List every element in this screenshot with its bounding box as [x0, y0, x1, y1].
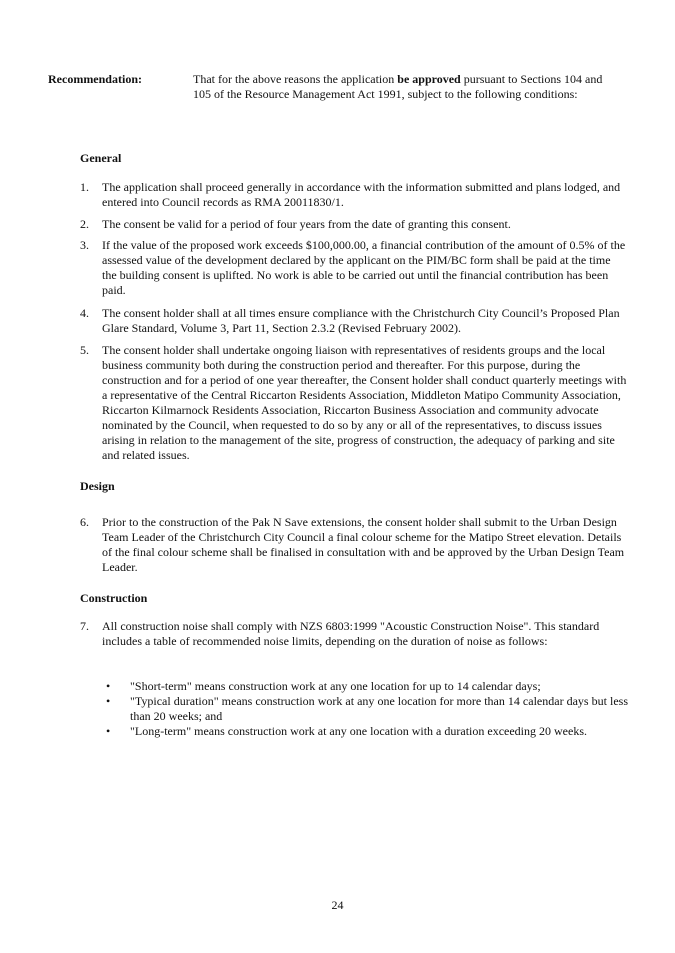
section-heading-design: Design [80, 479, 115, 493]
condition-number: 4. [80, 306, 89, 320]
condition-text: If the value of the proposed work exceeds $100,000.00, a financial contribution of the amount of 0.5% of the assessed value of the development declared by the applicant on the PIM/BC form shall be paid at the time the building consent is uplifted. No work is able to be carried out until the financial contribution has been paid. [102, 238, 626, 297]
recommendation-text-bold: be approved [397, 72, 461, 86]
condition-text: All construction noise shall comply with NZS 6803:1999 "Acoustic Construction Noise". This standard includes a table of recommended noise limits, depending on the duration of noise as follows: [102, 619, 600, 648]
list-item-text: "Typical duration" means construction work at any one location for more than 14 calendar days but less than 20 weeks; and [130, 694, 628, 723]
bullet-icon: • [106, 724, 111, 738]
list-item-text: "Long-term" means construction work at any one location with a duration exceeding 20 weeks. [130, 724, 587, 738]
condition-text: The consent holder shall undertake ongoing liaison with representatives of residents groups and the local business community both during the construction period and thereafter. For this purpose, during the construction and for a period of one year thereafter, the Consent holder shall conduct quarterly meetings with a representative of the Central Riccarton Residents Association, Middleton Matipo Community Association, Riccarton Kilmarnock Residents Association, Riccarton Business Association and community advocate nominated by the Council, when requested to do so by any or all of the representatives, to discuss issues arising in relation to the management of the site, progress of construction, the adequacy of parking and site and related issues. [102, 343, 627, 462]
section-heading-construction: Construction [80, 591, 148, 605]
bullet-icon: • [106, 694, 111, 708]
condition-number: 3. [80, 238, 89, 252]
condition-number: 1. [80, 180, 89, 194]
section-heading-general: General [80, 151, 122, 165]
recommendation-label: Recommendation: [48, 72, 142, 86]
bullet-icon: • [106, 679, 111, 693]
condition-number: 2. [80, 217, 89, 231]
list-item-text: "Short-term" means construction work at any one location for up to 14 calendar days; [130, 679, 541, 693]
recommendation-text-start: That for the above reasons the application [193, 72, 398, 86]
recommendation-text [193, 72, 623, 102]
condition-text: Prior to the construction of the Pak N Save extensions, the consent holder shall submit to the Urban Design Team Leader of the Christchurch City Council a final colour scheme for the Matipo Street elevation. Details of the final colour scheme shall be finalised in consultation with and be approved by the Urban Design Team Leader. [102, 515, 625, 574]
condition-text: The application shall proceed generally in accordance with the information submitted and plans lodged, and entered into Council records as RMA 20011830/1. [102, 180, 621, 209]
condition-text: The consent holder shall at all times ensure compliance with the Christchurch City Council’s Proposed Plan Glare Standard, Volume 3, Part 11, Section 2.3.2 (Revised February 2002). [102, 306, 620, 335]
recommendation-text-end: pursuant to Sections 104 and 105 of the Resource Management Act 1991, subject to the following conditions: [193, 72, 603, 101]
condition-text: The consent be valid for a period of four years from the date of granting this consent. [102, 217, 511, 231]
condition-number: 5. [80, 343, 89, 357]
condition-number: 6. [80, 515, 89, 529]
page-number: 24 [331, 898, 344, 912]
condition-number: 7. [80, 619, 89, 633]
